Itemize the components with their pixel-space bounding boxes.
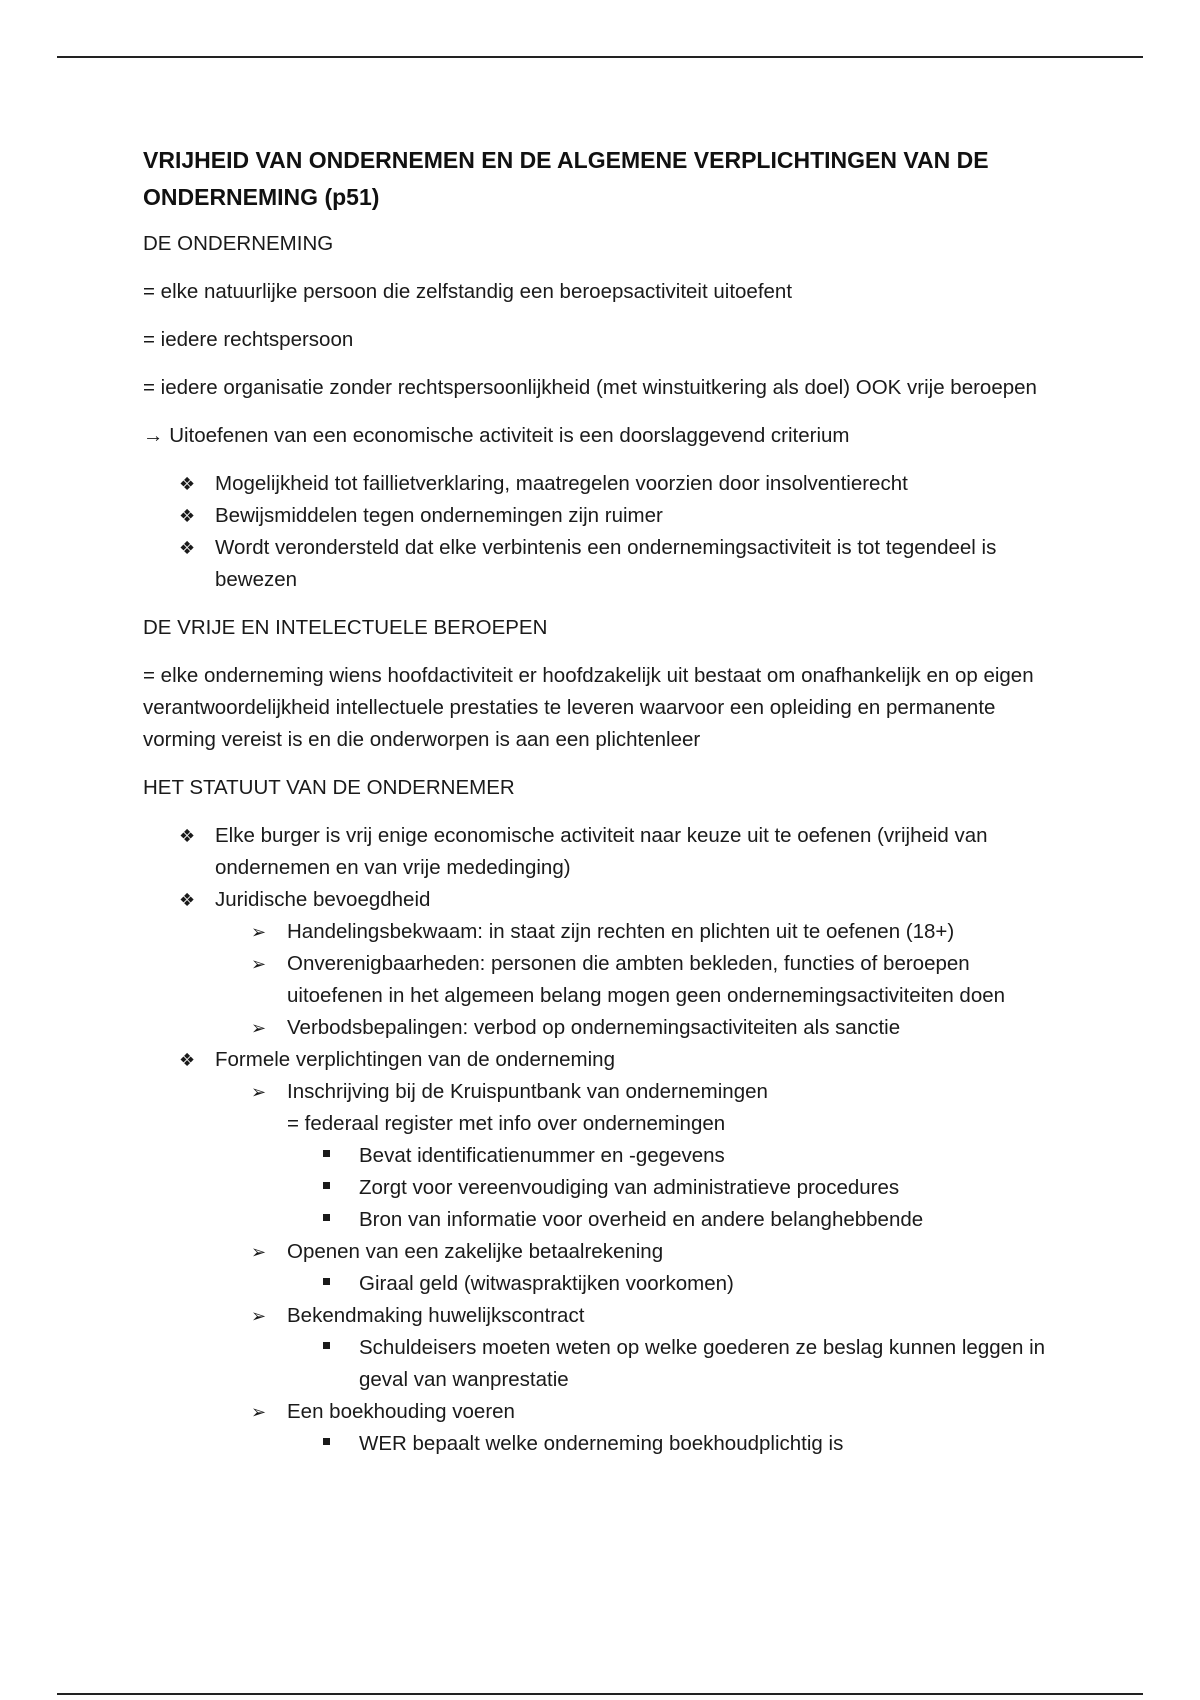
list-item: ❖ Wordt verondersteld dat elke verbintenis een ondernemingsactiviteit is tot tegendeel is bewezen xyxy=(215,532,1063,596)
definition-3: = iedere organisatie zonder rechtspersoonlijkheid (met winstuitkering als doel) OOK vrije beroepen xyxy=(143,376,1037,399)
list-item: ❖ Juridische bevoegdheid ➢ Handelingsbekwaam: in staat zijn rechten en plichten uit te oefenen (18+) ➢ Onverenigbaarheden: personen die ambten bekleden, functies of beroepen uitoefenen in het algemeen belang mogen geen ondernemingsactiviteiten doen ➢ Verbodsbepalingen: verbod op ondernemingsactiviteiten als sanctie xyxy=(215,884,1063,1044)
arrow-bullet-icon: ➢ xyxy=(251,1018,267,1038)
diamond-bullet-icon: ❖ xyxy=(179,506,196,526)
list-item: Schuldeisers moeten weten op welke goederen ze beslag kunnen leggen in geval van wanprestatie xyxy=(359,1332,1063,1396)
kbo-points xyxy=(359,1140,1063,1236)
section-heading-statuut: HET STATUUT VAN DE ONDERNEMER xyxy=(143,776,515,799)
diamond-bullet-icon: ❖ xyxy=(179,826,196,846)
list-item: WER bepaalt welke onderneming boekhoudplichtig is xyxy=(359,1428,1063,1460)
list-item: ➢ Handelingsbekwaam: in staat zijn rechten en plichten uit te oefenen (18+) xyxy=(287,916,1063,948)
diamond-bullet-icon: ❖ xyxy=(179,474,196,494)
list-item: ➢ Openen van een zakelijke betaalrekening Giraal geld (witwaspraktijken voorkomen) xyxy=(287,1236,1063,1300)
document-body xyxy=(143,142,1063,1460)
consequences-list xyxy=(179,468,1063,596)
formele-verplichtingen-list xyxy=(251,1076,1063,1460)
list-item: ➢ Een boekhouding voeren WER bepaalt welke onderneming boekhoudplichtig is xyxy=(287,1396,1063,1460)
page-title: VRIJHEID VAN ONDERNEMEN EN DE ALGEMENE VERPLICHTINGEN VAN DE ONDERNEMING (p51) xyxy=(143,147,989,210)
square-bullet-icon xyxy=(323,1428,347,1460)
bank-points xyxy=(359,1268,1063,1300)
definition-1: = elke natuurlijke persoon die zelfstandig een beroepsactiviteit uitoefent xyxy=(143,280,793,303)
diamond-bullet-icon: ❖ xyxy=(179,890,196,910)
section-heading-onderneming: DE ONDERNEMING xyxy=(143,232,334,255)
list-item: ➢ Bekendmaking huwelijkscontract Schuldeisers moeten weten op welke goederen ze beslag kunnen leggen in geval van wanprestatie xyxy=(287,1300,1063,1396)
definition-2: = iedere rechtspersoon xyxy=(143,328,354,351)
arrow-bullet-icon: ➢ xyxy=(251,1306,267,1326)
list-item: ➢ Verbodsbepalingen: verbod op ondernemingsactiviteiten als sanctie xyxy=(287,1012,1063,1044)
diamond-bullet-icon: ❖ xyxy=(179,538,196,558)
square-bullet-icon xyxy=(323,1172,347,1204)
marriage-points xyxy=(359,1332,1063,1396)
arrow-bullet-icon: ➢ xyxy=(251,1242,267,1262)
square-bullet-icon xyxy=(323,1268,347,1300)
square-bullet-icon xyxy=(323,1332,347,1364)
list-item: ❖ Elke burger is vrij enige economische activiteit naar keuze uit te oefenen (vrijheid van ondernemen en van vrije mededinging) xyxy=(215,820,1063,884)
definition-vrije-beroepen: = elke onderneming wiens hoofdactiviteit er hoofdzakelijk uit bestaat om onafhankelijk en op eigen verantwoordelijkheid intellectuele prestaties te leveren waarvoor een opleiding en permanente vorming vereist is en die onderworpen is aan een plichtenleer xyxy=(143,664,1034,751)
diamond-bullet-icon: ❖ xyxy=(179,1050,196,1070)
list-item: ❖ Formele verplichtingen van de onderneming ➢ Inschrijving bij de Kruispuntbank van ondernemingen = federaal register met info over ondernemingen Bevat identificatienummer en -gegevens Zorgt voor vereenvoudiging van administratieve procedures Bron van informatie voor overheid en andere belanghebbende ➢ Openen van een zakelijke betaalrekening Giraal geld (witwaspraktijken voorkomen) ➢ Bekendmaking huwelijkscontract Schuldeisers moeten weten op welke goederen ze beslag kunnen leggen in geval van wanprestatie ➢ Een boekhouding voeren WER bepaalt welke onderneming boekhoudplichtig is xyxy=(215,1044,1063,1460)
statuut-list xyxy=(179,820,1063,1460)
square-bullet-icon xyxy=(323,1140,347,1172)
list-item: ➢ Inschrijving bij de Kruispuntbank van ondernemingen = federaal register met info over ondernemingen Bevat identificatienummer en -gegevens Zorgt voor vereenvoudiging van administratieve procedures Bron van informatie voor overheid en andere belanghebbende xyxy=(287,1076,1063,1236)
list-item: Giraal geld (witwaspraktijken voorkomen) xyxy=(359,1268,1063,1300)
section-heading-vrije-beroepen: DE VRIJE EN INTELECTUELE BEROEPEN xyxy=(143,616,548,639)
list-item: Bron van informatie voor overheid en andere belanghebbende xyxy=(359,1204,1063,1236)
square-bullet-icon xyxy=(323,1204,347,1236)
bookkeeping-points xyxy=(359,1428,1063,1460)
list-item: ❖ Bewijsmiddelen tegen ondernemingen zijn ruimer xyxy=(215,500,1063,532)
list-item: Zorgt voor vereenvoudiging van administratieve procedures xyxy=(359,1172,1063,1204)
list-item: ➢ Onverenigbaarheden: personen die ambten bekleden, functies of beroepen uitoefenen in het algemeen belang mogen geen ondernemingsactiviteiten doen xyxy=(287,948,1063,1012)
arrow-bullet-icon: ➢ xyxy=(251,922,267,942)
arrow-bullet-icon: ➢ xyxy=(251,1082,267,1102)
header-rule xyxy=(57,56,1143,58)
footer-rule xyxy=(57,1693,1143,1695)
kbo-note: = federaal register met info over ondernemingen xyxy=(287,1112,726,1135)
arrow-bullet-icon: ➢ xyxy=(251,954,267,974)
juridische-bevoegdheid-list xyxy=(251,916,1063,1044)
list-item: Bevat identificatienummer en -gegevens xyxy=(359,1140,1063,1172)
arrow-bullet-icon: ➢ xyxy=(251,1402,267,1422)
list-item: ❖ Mogelijkheid tot faillietverklaring, maatregelen voorzien door insolventierecht xyxy=(215,468,1063,500)
conclusion-line: → Uitoefenen van een economische activiteit is een doorslaggevend criterium xyxy=(143,424,850,447)
